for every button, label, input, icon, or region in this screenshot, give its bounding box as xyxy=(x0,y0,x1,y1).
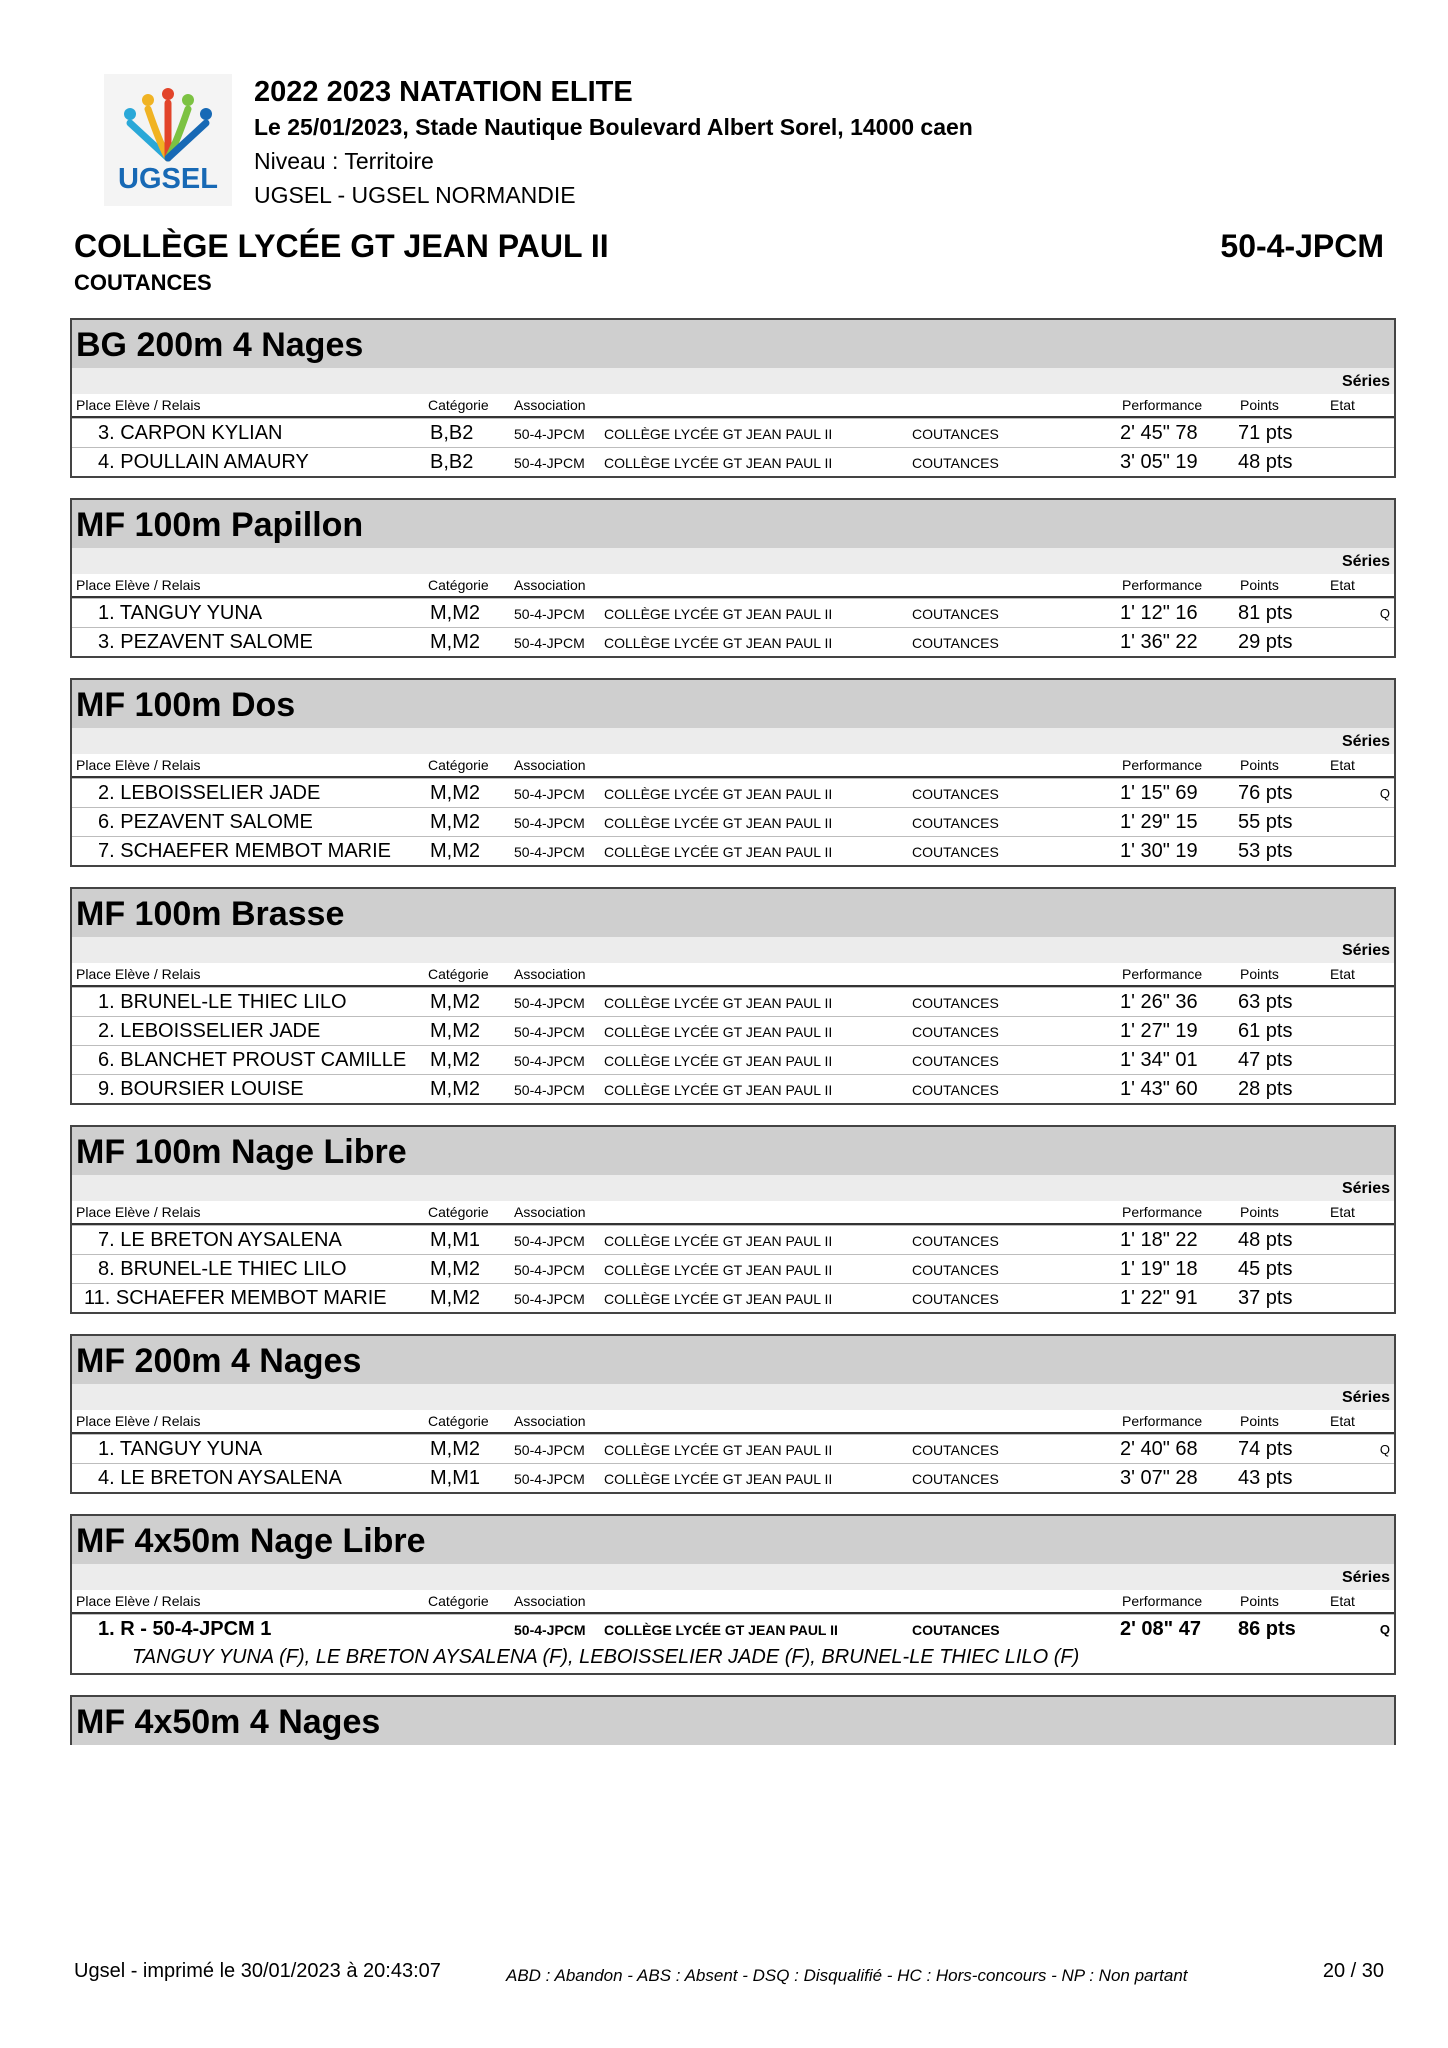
swimmer-name: 2. LEBOISSELIER JADE xyxy=(98,782,321,804)
association-code: 50-4-JPCM xyxy=(514,1053,585,1069)
competition-org: UGSEL - UGSEL NORMANDIE xyxy=(254,182,576,208)
performance-time: 1' 27" 19 xyxy=(1120,1020,1198,1042)
event-title: MF 200m 4 Nages xyxy=(72,1336,1394,1384)
points-value: 53 pts xyxy=(1238,840,1293,862)
association-name: COLLÈGE LYCÉE GT JEAN PAUL II xyxy=(604,1262,833,1278)
col-association: Association xyxy=(514,397,586,413)
col-place: Place Elève / Relais xyxy=(76,1413,201,1429)
swimmer-category: M,M2 xyxy=(430,811,480,833)
result-row xyxy=(72,807,1394,836)
association-code: 50-4-JPCM xyxy=(514,844,585,860)
swimmer-category: M,M2 xyxy=(430,602,480,624)
col-etat: Etat xyxy=(1330,1204,1355,1220)
association-name: COLLÈGE LYCÉE GT JEAN PAUL II xyxy=(604,426,833,442)
swimmer-category: M,M2 xyxy=(430,991,480,1013)
club-code: 50-4-JPCM xyxy=(1220,228,1384,264)
event-block xyxy=(70,1514,1396,1675)
col-etat: Etat xyxy=(1330,577,1355,593)
association-name: COLLÈGE LYCÉE GT JEAN PAUL II xyxy=(604,606,833,622)
result-row xyxy=(72,627,1394,656)
col-category: Catégorie xyxy=(428,966,489,982)
col-etat: Etat xyxy=(1330,757,1355,773)
series-label: Séries xyxy=(72,548,1394,574)
swimmer-name: 1. TANGUY YUNA xyxy=(98,602,263,624)
competition-level: Niveau : Territoire xyxy=(254,148,434,174)
col-association: Association xyxy=(514,577,586,593)
swimmer-category: M,M2 xyxy=(430,1078,480,1100)
swimmer-category: M,M2 xyxy=(430,1258,480,1280)
association-city: COUTANCES xyxy=(912,995,999,1011)
performance-time: 1' 34" 01 xyxy=(1120,1049,1198,1071)
points-value: 47 pts xyxy=(1238,1049,1293,1071)
col-points: Points xyxy=(1240,757,1279,773)
col-category: Catégorie xyxy=(428,577,489,593)
col-place: Place Elève / Relais xyxy=(76,397,201,413)
col-performance: Performance xyxy=(1122,397,1203,413)
swimmer-name: 3. CARPON KYLIAN xyxy=(98,422,283,444)
qualified-flag: Q xyxy=(1379,1622,1390,1637)
association-name: COLLÈGE LYCÉE GT JEAN PAUL II xyxy=(604,1053,833,1069)
event-title: MF 4x50m Nage Libre xyxy=(72,1516,1394,1564)
col-performance: Performance xyxy=(1122,1413,1203,1429)
result-row xyxy=(72,1016,1394,1045)
association-code: 50-4-JPCM xyxy=(514,1024,585,1040)
points-value: 37 pts xyxy=(1238,1287,1293,1309)
col-place: Place Elève / Relais xyxy=(76,577,201,593)
association-code: 50-4-JPCM xyxy=(514,815,585,831)
logo-figure-head xyxy=(142,94,154,106)
association-name: COLLÈGE LYCÉE GT JEAN PAUL II xyxy=(604,1024,833,1040)
result-row xyxy=(72,836,1394,865)
col-etat: Etat xyxy=(1330,1413,1355,1429)
result-row xyxy=(72,987,1394,1016)
swimmer-name: 1. TANGUY YUNA xyxy=(98,1438,263,1460)
performance-time: 3' 07" 28 xyxy=(1120,1467,1198,1489)
performance-time: 1' 29" 15 xyxy=(1120,811,1198,833)
swimmer-name: 3. PEZAVENT SALOME xyxy=(98,631,313,653)
association-name: COLLÈGE LYCÉE GT JEAN PAUL II xyxy=(604,995,833,1011)
swimmer-name: 8. BRUNEL-LE THIEC LILO xyxy=(98,1258,347,1280)
qualified-flag: Q xyxy=(1379,786,1390,801)
swimmer-category: B,B2 xyxy=(430,451,474,473)
col-place: Place Elève / Relais xyxy=(76,966,201,982)
event-block xyxy=(70,887,1396,1105)
event-block xyxy=(70,678,1396,867)
series-label: Séries xyxy=(72,937,1394,963)
swimmer-name: 1. R - 50-4-JPCM 1 xyxy=(98,1618,272,1640)
performance-time: 1' 43" 60 xyxy=(1120,1078,1198,1100)
performance-time: 2' 08" 47 xyxy=(1120,1618,1201,1640)
events-list xyxy=(70,318,1396,1745)
association-name: COLLÈGE LYCÉE GT JEAN PAUL II xyxy=(604,1291,833,1307)
association-code: 50-4-JPCM xyxy=(514,1262,585,1278)
association-name: COLLÈGE LYCÉE GT JEAN PAUL II xyxy=(604,815,833,831)
association-city: COUTANCES xyxy=(912,426,999,442)
points-value: 71 pts xyxy=(1238,422,1293,444)
association-city: COUTANCES xyxy=(912,1471,999,1487)
col-association: Association xyxy=(514,1204,586,1220)
points-value: 28 pts xyxy=(1238,1078,1293,1100)
association-code: 50-4-JPCM xyxy=(514,1291,585,1307)
col-performance: Performance xyxy=(1122,757,1203,773)
col-points: Points xyxy=(1240,966,1279,982)
event-block xyxy=(70,498,1396,658)
col-etat: Etat xyxy=(1330,1593,1355,1609)
col-category: Catégorie xyxy=(428,757,489,773)
points-value: 55 pts xyxy=(1238,811,1293,833)
association-code: 50-4-JPCM xyxy=(514,1471,585,1487)
logo-figure-head xyxy=(200,108,212,120)
performance-time: 1' 30" 19 xyxy=(1120,840,1198,862)
swimmer-category: M,M2 xyxy=(430,1049,480,1071)
logo-figure-head xyxy=(124,108,136,120)
points-value: 29 pts xyxy=(1238,631,1293,653)
column-header-row xyxy=(72,1410,1394,1434)
association-name: COLLÈGE LYCÉE GT JEAN PAUL II xyxy=(604,1622,838,1638)
column-header-row xyxy=(72,394,1394,418)
event-title: MF 4x50m 4 Nages xyxy=(72,1697,1394,1745)
performance-time: 1' 12" 16 xyxy=(1120,602,1198,624)
series-label: Séries xyxy=(72,1384,1394,1410)
col-performance: Performance xyxy=(1122,577,1203,593)
swimmer-name: 4. POULLAIN AMAURY xyxy=(98,451,309,473)
association-city: COUTANCES xyxy=(912,844,999,860)
performance-time: 2' 40" 68 xyxy=(1120,1438,1198,1460)
competition-title: 2022 2023 NATATION ELITE xyxy=(254,76,633,108)
association-name: COLLÈGE LYCÉE GT JEAN PAUL II xyxy=(604,635,833,651)
result-row xyxy=(72,1614,1394,1643)
association-city: COUTANCES xyxy=(912,1442,999,1458)
association-city: COUTANCES xyxy=(912,1291,999,1307)
competition-date-venue: Le 25/01/2023, Stade Nautique Boulevard Albert Sorel, 14000 caen xyxy=(254,114,973,140)
col-points: Points xyxy=(1240,1593,1279,1609)
association-code: 50-4-JPCM xyxy=(514,635,585,651)
column-header-row xyxy=(72,754,1394,778)
association-city: COUTANCES xyxy=(912,455,999,471)
event-title: MF 100m Brasse xyxy=(72,889,1394,937)
series-label: Séries xyxy=(72,728,1394,754)
association-city: COUTANCES xyxy=(912,1024,999,1040)
points-value: 61 pts xyxy=(1238,1020,1293,1042)
swimmer-category: M,M2 xyxy=(430,1438,480,1460)
swimmer-category: M,M2 xyxy=(430,1020,480,1042)
col-performance: Performance xyxy=(1122,1204,1203,1220)
event-title: BG 200m 4 Nages xyxy=(72,320,1394,368)
swimmer-name: 6. PEZAVENT SALOME xyxy=(98,811,313,833)
association-code: 50-4-JPCM xyxy=(514,786,585,802)
association-code: 50-4-JPCM xyxy=(514,1442,585,1458)
association-code: 50-4-JPCM xyxy=(514,995,585,1011)
association-city: COUTANCES xyxy=(912,606,999,622)
col-category: Catégorie xyxy=(428,1204,489,1220)
points-value: 43 pts xyxy=(1238,1467,1293,1489)
relay-members: TANGUY YUNA (F), LE BRETON AYSALENA (F), LEBOISSELIER JADE (F), BRUNEL-LE THIEC LILO (F) xyxy=(132,1646,1080,1668)
event-block xyxy=(70,318,1396,478)
col-performance: Performance xyxy=(1122,966,1203,982)
association-name: COLLÈGE LYCÉE GT JEAN PAUL II xyxy=(604,1233,833,1249)
col-points: Points xyxy=(1240,577,1279,593)
points-value: 63 pts xyxy=(1238,991,1293,1013)
swimmer-name: 4. LE BRETON AYSALENA xyxy=(98,1467,342,1489)
result-row xyxy=(72,778,1394,807)
performance-time: 1' 36" 22 xyxy=(1120,631,1198,653)
column-header-row xyxy=(72,574,1394,598)
event-title: MF 100m Papillon xyxy=(72,500,1394,548)
performance-time: 2' 45" 78 xyxy=(1120,422,1198,444)
swimmer-category: B,B2 xyxy=(430,422,474,444)
association-city: COUTANCES xyxy=(912,1622,1000,1638)
event-block xyxy=(70,1695,1396,1745)
swimmer-name: 7. SCHAEFER MEMBOT MARIE xyxy=(98,840,392,862)
event-block xyxy=(70,1334,1396,1494)
qualified-flag: Q xyxy=(1379,606,1390,621)
series-label: Séries xyxy=(72,1564,1394,1590)
footer-page: 20 / 30 xyxy=(1322,1960,1384,1982)
swimmer-category: M,M2 xyxy=(430,631,480,653)
column-header-row xyxy=(72,1201,1394,1225)
event-title: MF 100m Nage Libre xyxy=(72,1127,1394,1175)
col-performance: Performance xyxy=(1122,1593,1203,1609)
col-place: Place Elève / Relais xyxy=(76,757,201,773)
col-points: Points xyxy=(1240,397,1279,413)
event-block xyxy=(70,1125,1396,1314)
col-etat: Etat xyxy=(1330,397,1355,413)
col-category: Catégorie xyxy=(428,397,489,413)
association-code: 50-4-JPCM xyxy=(514,1082,585,1098)
result-row xyxy=(72,1254,1394,1283)
col-association: Association xyxy=(514,966,586,982)
swimmer-category: M,M2 xyxy=(430,840,480,862)
association-city: COUTANCES xyxy=(912,815,999,831)
club-name: COLLÈGE LYCÉE GT JEAN PAUL II xyxy=(74,228,609,264)
series-label: Séries xyxy=(72,1175,1394,1201)
result-row xyxy=(72,1045,1394,1074)
swimmer-name: 2. LEBOISSELIER JADE xyxy=(98,1020,321,1042)
col-category: Catégorie xyxy=(428,1593,489,1609)
swimmer-name: 7. LE BRETON AYSALENA xyxy=(98,1229,342,1251)
result-row xyxy=(72,1434,1394,1463)
swimmer-name: 9. BOURSIER LOUISE xyxy=(98,1078,304,1100)
points-value: 48 pts xyxy=(1238,451,1293,473)
performance-time: 1' 22" 91 xyxy=(1120,1287,1198,1309)
series-label: Séries xyxy=(72,368,1394,394)
association-name: COLLÈGE LYCÉE GT JEAN PAUL II xyxy=(604,844,833,860)
ugsel-logo xyxy=(104,74,232,206)
association-city: COUTANCES xyxy=(912,1082,999,1098)
association-code: 50-4-JPCM xyxy=(514,1622,586,1638)
footer-legend: ABD : Abandon - ABS : Absent - DSQ : Disqualifié - HC : Hors-concours - NP : Non partant xyxy=(506,1966,1188,1985)
points-value: 86 pts xyxy=(1238,1618,1296,1640)
swimmer-category: M,M1 xyxy=(430,1229,480,1251)
footer-printed: Ugsel - imprimé le 30/01/2023 à 20:43:07 xyxy=(74,1960,441,1982)
swimmer-name: 11. SCHAEFER MEMBOT MARIE xyxy=(84,1287,387,1309)
performance-time: 1' 15" 69 xyxy=(1120,782,1198,804)
col-association: Association xyxy=(514,757,586,773)
association-name: COLLÈGE LYCÉE GT JEAN PAUL II xyxy=(604,1471,833,1487)
association-city: COUTANCES xyxy=(912,635,999,651)
points-value: 74 pts xyxy=(1238,1438,1293,1460)
event-title: MF 100m Dos xyxy=(72,680,1394,728)
result-row xyxy=(72,1225,1394,1254)
col-etat: Etat xyxy=(1330,966,1355,982)
col-category: Catégorie xyxy=(428,1413,489,1429)
association-city: COUTANCES xyxy=(912,1233,999,1249)
column-header-row xyxy=(72,963,1394,987)
swimmer-name: 1. BRUNEL-LE THIEC LILO xyxy=(98,991,347,1013)
col-place: Place Elève / Relais xyxy=(76,1204,201,1220)
performance-time: 1' 18" 22 xyxy=(1120,1229,1198,1251)
swimmer-category: M,M2 xyxy=(430,1287,480,1309)
result-row xyxy=(72,418,1394,447)
result-row xyxy=(72,447,1394,476)
performance-time: 3' 05" 19 xyxy=(1120,451,1198,473)
points-value: 45 pts xyxy=(1238,1258,1293,1280)
association-code: 50-4-JPCM xyxy=(514,606,585,622)
association-city: COUTANCES xyxy=(912,786,999,802)
logo-text: UGSEL xyxy=(118,163,218,195)
col-place: Place Elève / Relais xyxy=(76,1593,201,1609)
col-association: Association xyxy=(514,1413,586,1429)
result-row xyxy=(72,1074,1394,1103)
association-city: COUTANCES xyxy=(912,1262,999,1278)
col-points: Points xyxy=(1240,1204,1279,1220)
logo-figure-head xyxy=(162,88,174,100)
association-name: COLLÈGE LYCÉE GT JEAN PAUL II xyxy=(604,1082,833,1098)
association-code: 50-4-JPCM xyxy=(514,426,585,442)
result-row xyxy=(72,598,1394,627)
column-header-row xyxy=(72,1590,1394,1614)
points-value: 48 pts xyxy=(1238,1229,1293,1251)
swimmer-category: M,M2 xyxy=(430,782,480,804)
association-name: COLLÈGE LYCÉE GT JEAN PAUL II xyxy=(604,786,833,802)
association-name: COLLÈGE LYCÉE GT JEAN PAUL II xyxy=(604,455,833,471)
col-association: Association xyxy=(514,1593,586,1609)
swimmer-name: 6. BLANCHET PROUST CAMILLE xyxy=(98,1049,407,1071)
result-row xyxy=(72,1463,1394,1492)
club-city: COUTANCES xyxy=(74,270,212,295)
qualified-flag: Q xyxy=(1379,1442,1390,1457)
performance-time: 1' 26" 36 xyxy=(1120,991,1198,1013)
association-code: 50-4-JPCM xyxy=(514,455,585,471)
association-code: 50-4-JPCM xyxy=(514,1233,585,1249)
performance-time: 1' 19" 18 xyxy=(1120,1258,1198,1280)
result-row xyxy=(72,1283,1394,1312)
swimmer-category: M,M1 xyxy=(430,1467,480,1489)
logo-figure-head xyxy=(182,94,194,106)
col-points: Points xyxy=(1240,1413,1279,1429)
points-value: 81 pts xyxy=(1238,602,1293,624)
association-name: COLLÈGE LYCÉE GT JEAN PAUL II xyxy=(604,1442,833,1458)
association-city: COUTANCES xyxy=(912,1053,999,1069)
points-value: 76 pts xyxy=(1238,782,1293,804)
